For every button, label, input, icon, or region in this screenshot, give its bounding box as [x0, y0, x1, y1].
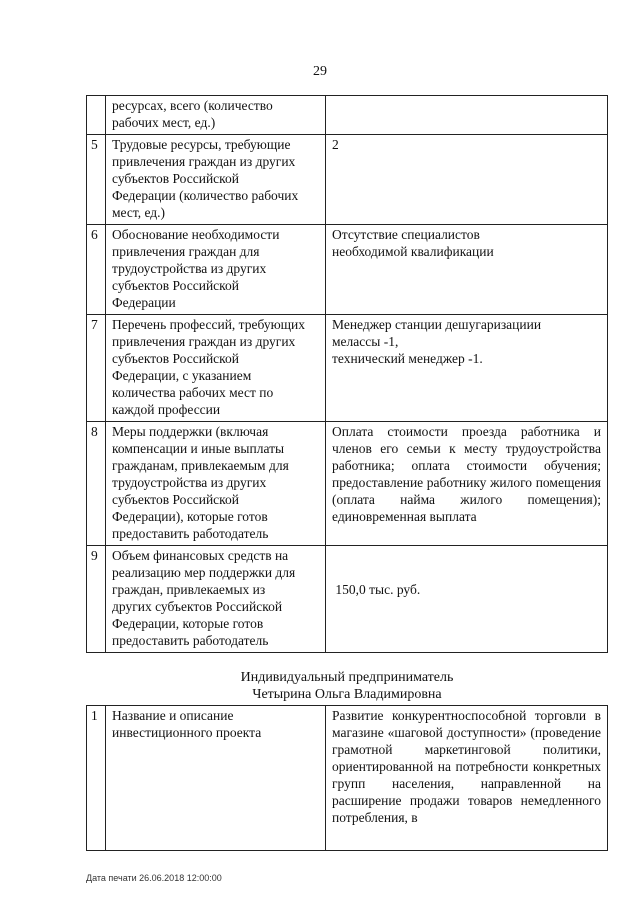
row-label: Обоснование необходимости привлечения граждан для трудоустройства из других субъектов Российской Федерации	[106, 225, 326, 315]
row-number: 8	[87, 422, 106, 546]
row-value: 2	[326, 135, 608, 225]
row-label: Трудовые ресурсы, требующие привлечения граждан из других субъектов Российской Федерации (количество рабочих мест, ед.)	[106, 135, 326, 225]
row-value: Отсутствие специалистов необходимой квалификации	[326, 225, 608, 315]
table-row	[87, 135, 608, 225]
row-label: Перечень профессий, требующих привлечения граждан из других субъектов Российской Федерации, с указанием количества рабочих мест по каждой профессии	[106, 315, 326, 422]
row-number	[87, 96, 106, 135]
table-row	[87, 706, 608, 851]
table-row	[87, 422, 608, 546]
table-row	[87, 96, 608, 135]
row-number: 9	[87, 546, 106, 653]
row-value: 150,0 тыс. руб.	[326, 546, 608, 653]
section-org-name: Четырина Ольга Владимировна	[252, 687, 442, 702]
row-label: Название и описание инвестиционного проекта	[106, 706, 326, 851]
print-date: Дата печати 26.06.2018 12:00:00	[86, 873, 222, 883]
table-row	[87, 546, 608, 653]
row-number: 1	[87, 706, 106, 851]
row-value: Развитие конкурентноспособной торговли в магазине «шаговой доступности» (проведение грамотной маркетинговой политики, ориентированной на потребности конкретных групп населения, направленной на расширение продажи товаров немедленного потребления, в	[326, 706, 608, 851]
row-label: Объем финансовых средств на реализацию мер поддержки для граждан, привлекаемых из других субъектов Российской Федерации, которые готов предоставить работодатель	[106, 546, 326, 653]
row-number: 6	[87, 225, 106, 315]
labor-resources-table	[86, 95, 608, 653]
page-number: 29	[313, 64, 327, 79]
section-org-type: Индивидуальный предприниматель	[240, 670, 454, 685]
row-label: ресурсах, всего (количество рабочих мест, ед.)	[106, 96, 326, 135]
table-row	[87, 315, 608, 422]
row-value: Менеджер станции дешугаризациии мелассы -1, технический менеджер -1.	[326, 315, 608, 422]
row-number: 7	[87, 315, 106, 422]
investment-project-table	[86, 705, 608, 851]
row-value	[326, 96, 608, 135]
table-row	[87, 225, 608, 315]
row-label: Меры поддержки (включая компенсации и иные выплаты гражданам, привлекаемым для трудоустройства из других субъектов Российской Федерации), которые готов предоставить работодатель	[106, 422, 326, 546]
row-number: 5	[87, 135, 106, 225]
row-value: Оплата стоимости проезда работника и членов его семьи к месту трудоустройства работника; оплата стоимости обучения; предоставление работнику жилого помещения (оплата найма жилого помещения); единовременная выплата	[326, 422, 608, 546]
